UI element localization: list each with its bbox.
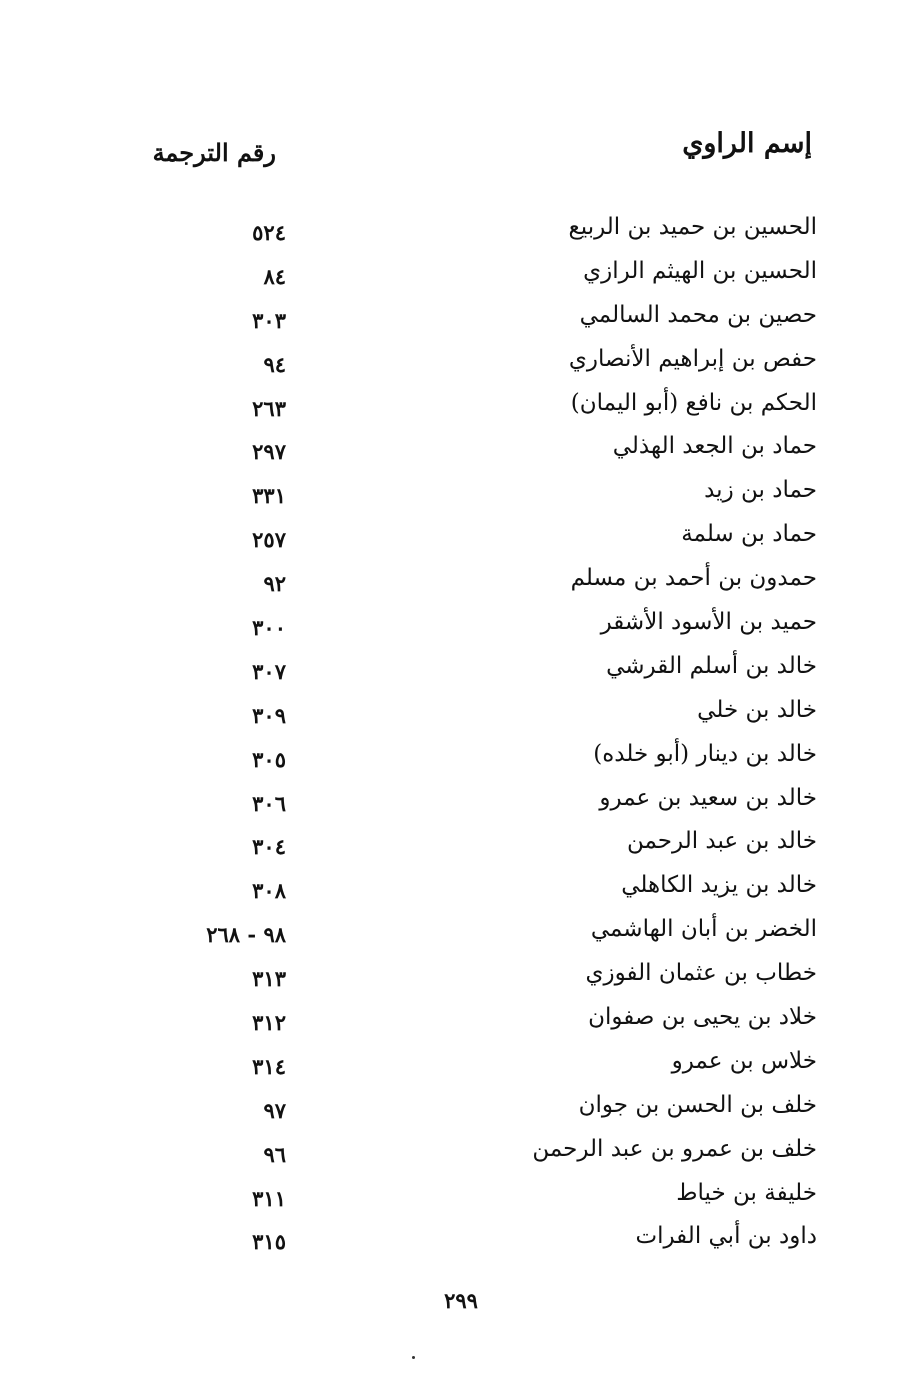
narrator-name: الحكم بن نافع (أبو اليمان)	[570, 389, 817, 416]
narrator-name: حميد بن الأسود الأشقر	[600, 609, 817, 636]
entry-number: ٣٣١	[252, 483, 286, 509]
entry-number: ٩٨ - ٢٦٨	[206, 922, 286, 948]
list-item	[0, 607, 922, 651]
entry-number: ٣١٥	[252, 1229, 286, 1255]
entry-number: ٣٠٥	[252, 746, 286, 772]
entry-number: ٣١٢	[252, 1010, 286, 1036]
list-item	[0, 739, 922, 783]
list-item	[0, 431, 922, 475]
list-item	[0, 1090, 922, 1134]
entry-number: ٣١٤	[252, 1053, 286, 1079]
list-item	[0, 826, 922, 870]
narrator-name: خالد بن أسلم القرشي	[606, 652, 817, 679]
narrator-name: خالد بن يزيد الكاهلي	[621, 872, 817, 899]
list-item	[0, 300, 922, 344]
entry-number: ٣٠٤	[252, 834, 286, 860]
entry-number: ٢٩٧	[252, 439, 286, 465]
entry-number: ٢٥٧	[252, 527, 286, 553]
entry-number: ٣٠٠	[252, 615, 286, 641]
list-item	[0, 783, 922, 827]
entry-number: ٨٤	[263, 263, 286, 289]
narrator-name: خطاب بن عثمان الفوزي	[585, 960, 817, 987]
narrator-name: خالد بن سعيد بن عمرو	[599, 784, 817, 811]
narrator-name: خلاس بن عمرو	[671, 1047, 817, 1074]
narrator-list	[0, 212, 922, 1265]
list-item	[0, 1002, 922, 1046]
list-item	[0, 1221, 922, 1265]
list-item	[0, 1178, 922, 1222]
narrator-name: الخضر بن أبان الهاشمي	[590, 916, 817, 943]
list-item	[0, 256, 922, 300]
list-item	[0, 651, 922, 695]
entry-number: ٣٠٣	[252, 307, 286, 333]
narrator-name: خلف بن عمرو بن عبد الرحمن	[532, 1135, 817, 1162]
list-item	[0, 563, 922, 607]
page-number: ٢٩٩	[444, 1288, 478, 1313]
narrator-name: حفص بن إبراهيم الأنصاري	[568, 345, 817, 372]
entry-number: ٢٦٣	[252, 395, 286, 421]
entry-number: ٣٠٩	[252, 702, 286, 728]
narrator-name: حصين بن محمد السالمي	[579, 301, 817, 328]
narrator-name: حماد بن زيد	[704, 477, 817, 504]
narrator-name: خلف بن الحسن بن جوان	[578, 1091, 817, 1118]
list-item	[0, 344, 922, 388]
entry-number: ٣١١	[252, 1185, 286, 1211]
narrator-name: حماد بن الجعد الهذلي	[612, 433, 817, 460]
list-item	[0, 475, 922, 519]
narrator-name-header: إسم الراوي	[682, 128, 812, 159]
entry-number: ٣٠٨	[252, 878, 286, 904]
list-item	[0, 958, 922, 1002]
entry-number: ٥٢٤	[252, 220, 286, 245]
list-item	[0, 388, 922, 432]
scan-speck	[412, 1356, 415, 1359]
list-item	[0, 1134, 922, 1178]
list-item	[0, 212, 922, 256]
entry-number: ٩٢	[263, 571, 286, 597]
narrator-name: داود بن أبي الفرات	[635, 1223, 817, 1250]
entry-number: ٣١٣	[252, 966, 286, 992]
entry-number: ٩٤	[263, 351, 286, 377]
narrator-name: حماد بن سلمة	[681, 521, 817, 548]
narrator-name: خليفة بن خياط	[676, 1179, 817, 1206]
narrator-name: الحسين بن الهيثم الرازي	[583, 257, 817, 284]
narrator-name: خالد بن عبد الرحمن	[627, 828, 817, 855]
narrator-name: خلاد بن يحيى بن صفوان	[588, 1004, 817, 1031]
entry-number: ٣٠٧	[252, 658, 286, 684]
narrator-name: خالد بن خلي	[697, 696, 817, 723]
list-item	[0, 519, 922, 563]
list-item	[0, 1046, 922, 1090]
list-item	[0, 870, 922, 914]
narrator-name: خالد بن دينار (أبو خلده)	[593, 740, 817, 767]
narrator-name: حمدون بن أحمد بن مسلم	[570, 565, 817, 592]
list-item	[0, 695, 922, 739]
entry-number: ٩٦	[263, 1141, 286, 1167]
list-item	[0, 914, 922, 958]
entry-number-header: رقم الترجمة	[152, 138, 276, 167]
narrator-name: الحسين بن حميد بن الربيع	[568, 214, 817, 240]
entry-number: ٩٧	[263, 1097, 286, 1123]
entry-number: ٣٠٦	[252, 790, 286, 816]
